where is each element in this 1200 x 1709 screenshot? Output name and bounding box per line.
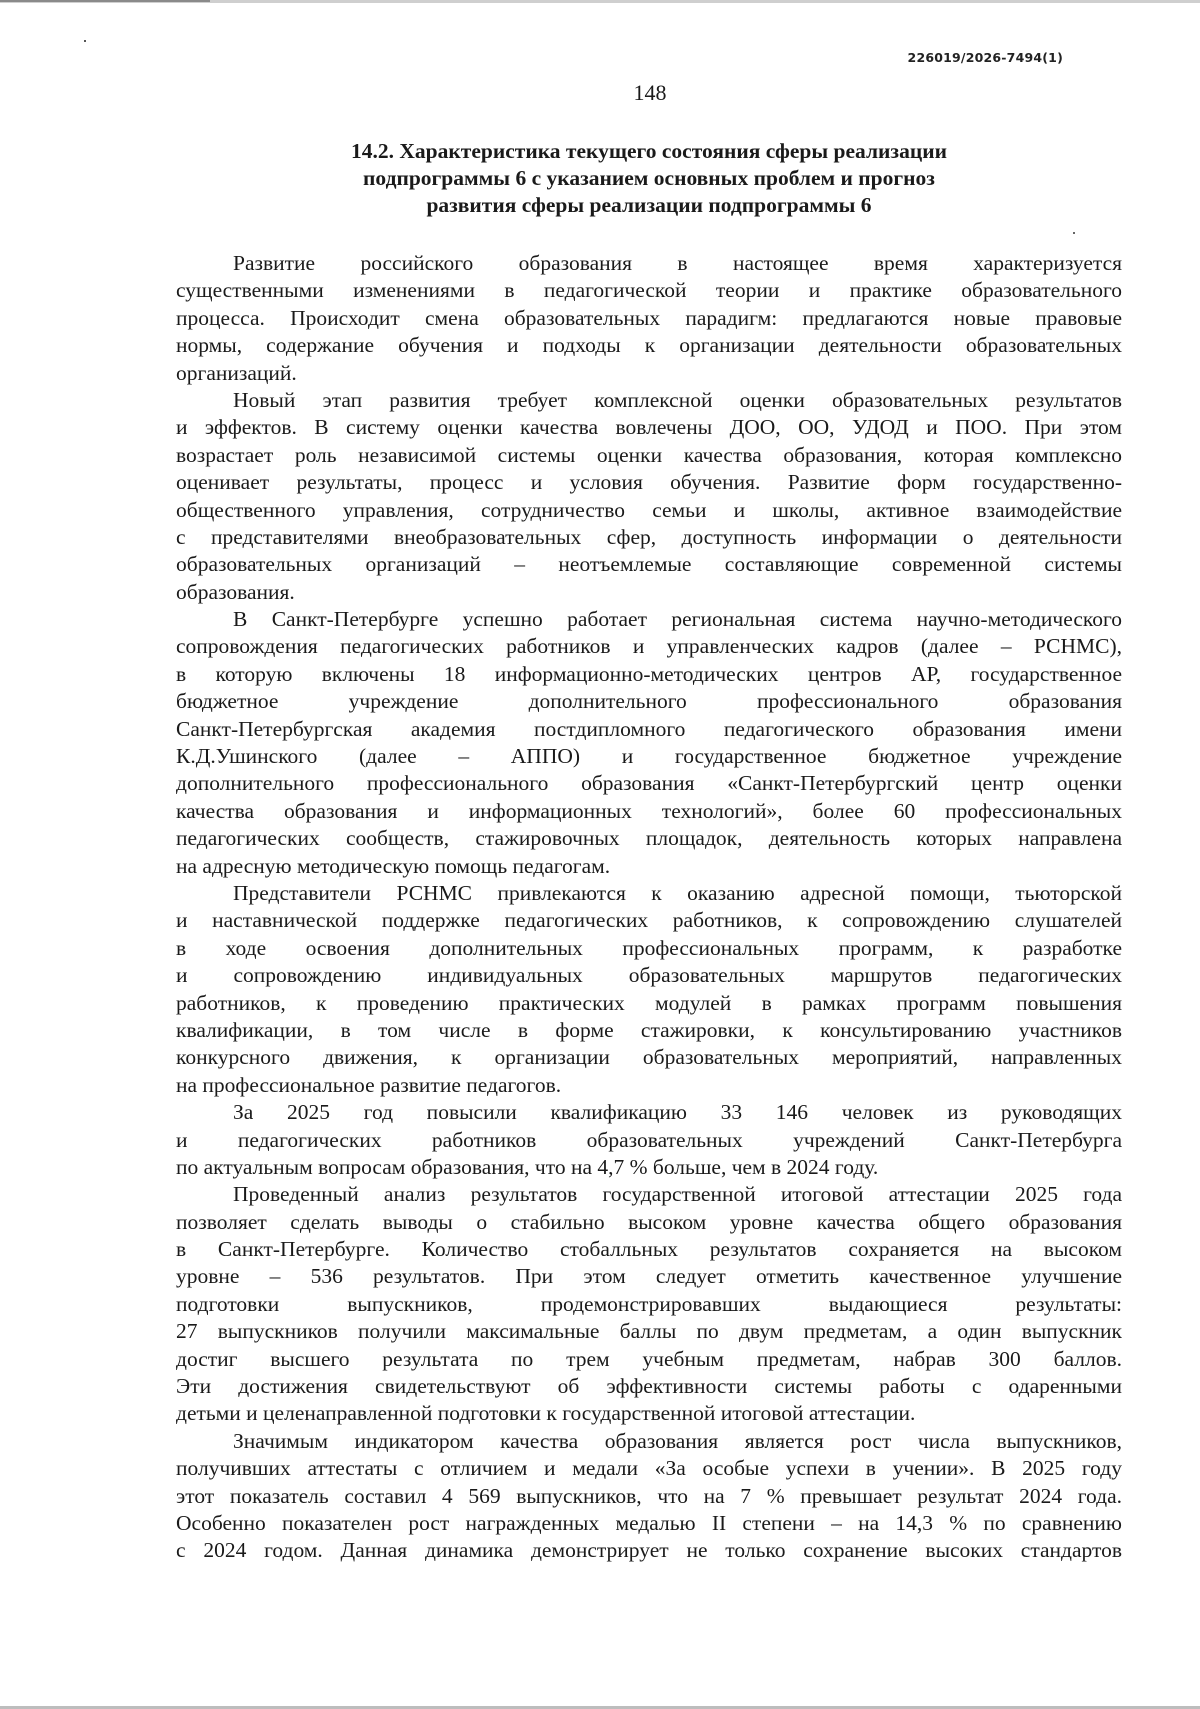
text-line: бюджетное учреждение дополнительного профессионального образования	[176, 689, 1122, 714]
section-heading-line: подпрограммы 6 с указанием основных проблем и прогноз	[363, 166, 935, 190]
scan-edge-mark	[0, 0, 210, 2]
text-line: детьми и целенаправленной подготовки к государственной итоговой аттестации.	[176, 1401, 916, 1426]
scan-speck	[1073, 232, 1075, 234]
text-line: качества образования и информационных технологий», более 60 профессиональных	[176, 798, 1122, 823]
text-line: по актуальным вопросам образования, что на 4,7 % больше, чем в 2024 году.	[176, 1154, 879, 1179]
text-line: педагогических сообществ, стажировочных площадок, деятельность которых направлена	[176, 826, 1122, 851]
text-line: нормы, содержание обучения и подходы к организации деятельности образовательных	[176, 333, 1122, 358]
text-line: и педагогических работников образовательных учреждений Санкт-Петербурга	[176, 1127, 1122, 1152]
text-line: с 2024 годом. Данная динамика демонстрирует не только сохранение высоких стандартов	[176, 1538, 1122, 1563]
text-line: подготовки выпускников, продемонстрировавших выдающиеся результаты:	[176, 1291, 1122, 1316]
text-line: сопровождения педагогических работников и управленческих кадров (далее – РСНМС),	[176, 634, 1122, 659]
section-heading	[176, 138, 1122, 219]
text-line: и эффектов. В систему оценки качества вовлечены ДОО, ОО, УДОД и ПОО. При этом	[176, 415, 1122, 440]
text-line: получивших аттестаты с отличием и медали «За особые успехи в учении». В 2025 году	[176, 1456, 1122, 1481]
section-heading-line: 14.2. Характеристика текущего состояния сферы реализации	[351, 139, 947, 163]
text-line: уровне – 536 результатов. При этом следует отметить качественное улучшение	[176, 1264, 1122, 1289]
document-id: 226019/2026-7494(1)	[907, 50, 1063, 65]
text-line: конкурсного движения, к организации образовательных мероприятий, направленных	[176, 1045, 1122, 1070]
text-line: возрастает роль независимой системы оценки качества образования, которая комплексно	[176, 442, 1122, 467]
text-line: в Санкт-Петербурге. Количество стобалльных результатов сохраняется на высоком	[176, 1237, 1122, 1262]
text-line: позволяет сделать выводы о стабильно высоком уровне качества общего образования	[176, 1209, 1122, 1234]
text-line: Особенно показателен рост награжденных медалью II степени – на 14,3 % по сравнению	[176, 1510, 1122, 1535]
text-line: оценивает результаты, процесс и условия обучения. Развитие форм государственно-	[176, 470, 1122, 495]
text-line: этот показатель составил 4 569 выпускников, что на 7 % превышает результат 2024 года.	[176, 1483, 1122, 1508]
text-line: образования.	[176, 579, 295, 604]
text-line: общественного управления, сотрудничество семьи и школы, активное взаимодействие	[176, 497, 1122, 522]
text-line: образовательных организаций – неотъемлемые составляющие современной системы	[176, 552, 1122, 577]
text-line: В Санкт-Петербурге успешно работает региональная система научно-методического	[233, 607, 1122, 632]
page-number: 148	[633, 80, 667, 105]
text-line: Развитие российского образования в настоящее время характеризуется	[233, 251, 1122, 275]
text-line: и сопровождению индивидуальных образовательных маршрутов педагогических	[176, 963, 1122, 988]
text-line: Представители РСНМС привлекаются к оказанию адресной помощи, тьюторской	[233, 880, 1122, 905]
text-line: и наставнической поддержке педагогических работников, к сопровождению слушателей	[176, 908, 1122, 933]
text-line: Проведенный анализ результатов государственной итоговой аттестации 2025 года	[233, 1182, 1122, 1207]
text-line: квалификации, в том числе в форме стажировки, к консультированию участников	[176, 1017, 1122, 1042]
text-line: достиг высшего результата по трем учебным предметам, набрав 300 баллов.	[176, 1346, 1122, 1371]
text-line: Санкт-Петербургская академия постдипломного педагогического образования имени	[176, 716, 1122, 741]
text-line: За 2025 год повысили квалификацию 33 146 человек из руководящих	[233, 1100, 1122, 1125]
text-line: организаций.	[176, 360, 297, 385]
text-line: Новый этап развития требует комплексной оценки образовательных результатов	[233, 387, 1122, 412]
text-line: в которую включены 18 информационно-методических центров АР, государственное	[176, 661, 1122, 686]
text-line: на адресную методическую помощь педагогам.	[176, 853, 611, 878]
section-heading-line: развития сферы реализации подпрограммы 6	[426, 193, 872, 217]
text-line: Эти достижения свидетельствуют об эффективности системы работы с одаренными	[176, 1374, 1122, 1399]
text-line: работников, к проведению практических модулей в рамках программ повышения	[176, 990, 1122, 1015]
text-line: процесса. Происходит смена образовательных парадигм: предлагаются новые правовые	[176, 305, 1122, 330]
text-line: 27 выпускников получили максимальные баллы по двум предметам, а один выпускник	[176, 1319, 1122, 1344]
text-line: К.Д.Ушинского (далее – АППО) и государственное бюджетное учреждение	[176, 744, 1122, 769]
text-line: в ходе освоения дополнительных профессиональных программ, к разработке	[176, 935, 1122, 960]
text-line: с представителями внеобразовательных сфер, доступность информации о деятельности	[176, 524, 1122, 549]
body-text	[176, 250, 1122, 1565]
text-line: Значимым индикатором качества образования является рост числа выпускников,	[233, 1428, 1122, 1453]
text-line: существенными изменениями в педагогической теории и практике образовательного	[176, 278, 1122, 303]
text-line: на профессиональное развитие педагогов.	[176, 1072, 562, 1097]
scan-speck	[84, 40, 86, 42]
text-line: дополнительного профессионального образования «Санкт-Петербургский центр оценки	[176, 771, 1122, 796]
